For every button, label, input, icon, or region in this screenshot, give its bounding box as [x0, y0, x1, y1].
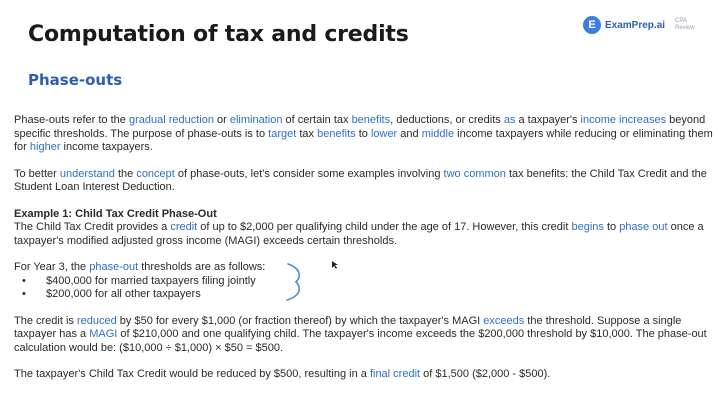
highlighted-term: concept — [136, 167, 175, 180]
handwritten-brace-annotation — [284, 262, 308, 302]
reduction-paragraph — [14, 315, 714, 356]
threshold-list — [14, 275, 714, 302]
highlighted-term: elimination — [229, 114, 283, 126]
text-run: The credit is — [14, 314, 77, 327]
text-run: the — [114, 167, 137, 180]
text-run: to — [603, 221, 620, 233]
examprep-logo-icon: E — [583, 16, 601, 34]
highlighted-term: reduced — [76, 314, 117, 327]
text-run: For Year 3, the — [14, 261, 90, 273]
page-title: Computation of tax and credits — [28, 22, 409, 47]
mouse-pointer-icon — [331, 260, 339, 270]
highlighted-term: as — [503, 114, 516, 126]
highlighted-term: phase out — [619, 221, 668, 233]
text-run: To better — [14, 167, 60, 180]
highlighted-term: understand — [59, 167, 115, 180]
text-run: of $210,000 and one qualifying child. The taxpayer's income exceeds the $200,000 threshold by $10,000. The phase-out calculation would be: ($10,000 ÷ $1,000) × $50 = $500. — [14, 328, 707, 354]
highlighted-term: two common — [443, 167, 506, 180]
highlighted-term: higher — [29, 141, 61, 153]
highlighted-term: benefits — [351, 114, 391, 126]
section-subtitle: Phase-outs — [28, 71, 123, 89]
text-run: income taxpayers. — [60, 141, 153, 153]
highlighted-term: final credit — [369, 368, 421, 380]
text-run: a taxpayer's — [515, 114, 581, 126]
text-run: The Child Tax Credit provides a — [14, 221, 171, 233]
text-run: of phase-outs, let's consider some examples involving — [174, 167, 444, 180]
highlighted-term: exceeds — [483, 314, 525, 327]
text-run: of $1,500 ($2,000 - $500). — [420, 368, 551, 380]
lesson-content — [14, 114, 714, 382]
brand-logo — [583, 16, 695, 34]
brand-tagline-line2: Review — [675, 25, 695, 31]
concept-paragraph — [14, 168, 714, 195]
text-run: tax benefits: the Child Tax Credit and the Student Loan Interest Deduction. — [14, 167, 707, 193]
highlighted-term: credit — [170, 221, 198, 233]
text-run: and — [397, 127, 422, 140]
text-run: beyond specific thresholds. The purpose of phase-outs is to — [14, 114, 706, 140]
highlighted-term: middle — [421, 127, 455, 140]
intro-paragraph — [14, 114, 714, 155]
brand-tagline — [675, 18, 695, 32]
brand-name: ExamPrep.ai — [605, 19, 666, 31]
example-heading: Example 1: Child Tax Credit Phase-Out — [14, 207, 217, 220]
text-run: the threshold. Suppose a single taxpayer has a — [14, 314, 682, 340]
highlighted-term: MAGI — [89, 328, 118, 340]
list-item: • $200,000 for all other taxpayers — [22, 288, 201, 300]
text-run: or — [213, 114, 230, 126]
text-run: once a taxpayer's modified adjusted gross income (MAGI) exceeds certain thresholds. — [14, 221, 704, 247]
child-tax-credit-paragraph — [14, 221, 714, 248]
text-run: income taxpayers while reducing or eliminating them for — [14, 127, 713, 153]
highlighted-term: gradual reduction — [128, 114, 214, 126]
text-run: The taxpayer's Child Tax Credit would be reduced by $500, resulting in a — [14, 368, 370, 380]
highlighted-term: income increases — [580, 114, 667, 126]
text-run: Phase-outs refer to the — [14, 114, 129, 126]
list-item: • $400,000 for married taxpayers filing jointly — [22, 274, 256, 287]
result-paragraph — [14, 368, 714, 382]
text-run: tax — [296, 127, 318, 140]
thresholds-intro — [14, 261, 714, 275]
text-run: thresholds are as follows: — [138, 261, 266, 273]
text-run: , deductions, or credits — [390, 114, 504, 126]
highlighted-term: target — [268, 127, 297, 140]
highlighted-term: begins — [571, 221, 604, 233]
text-run: by $50 for every $1,000 (or fraction thereof) by which the taxpayer's MAGI — [116, 314, 484, 327]
text-run: of certain tax — [282, 114, 352, 126]
text-run: of up to $2,000 per qualifying child under the age of 17. However, this credit — [197, 221, 572, 233]
highlighted-term: lower — [370, 127, 398, 140]
brand-tagline-line1: CPA — [675, 18, 687, 24]
text-run: to — [355, 127, 371, 140]
highlighted-term: phase-out — [89, 261, 139, 273]
highlighted-term: benefits — [317, 127, 356, 140]
